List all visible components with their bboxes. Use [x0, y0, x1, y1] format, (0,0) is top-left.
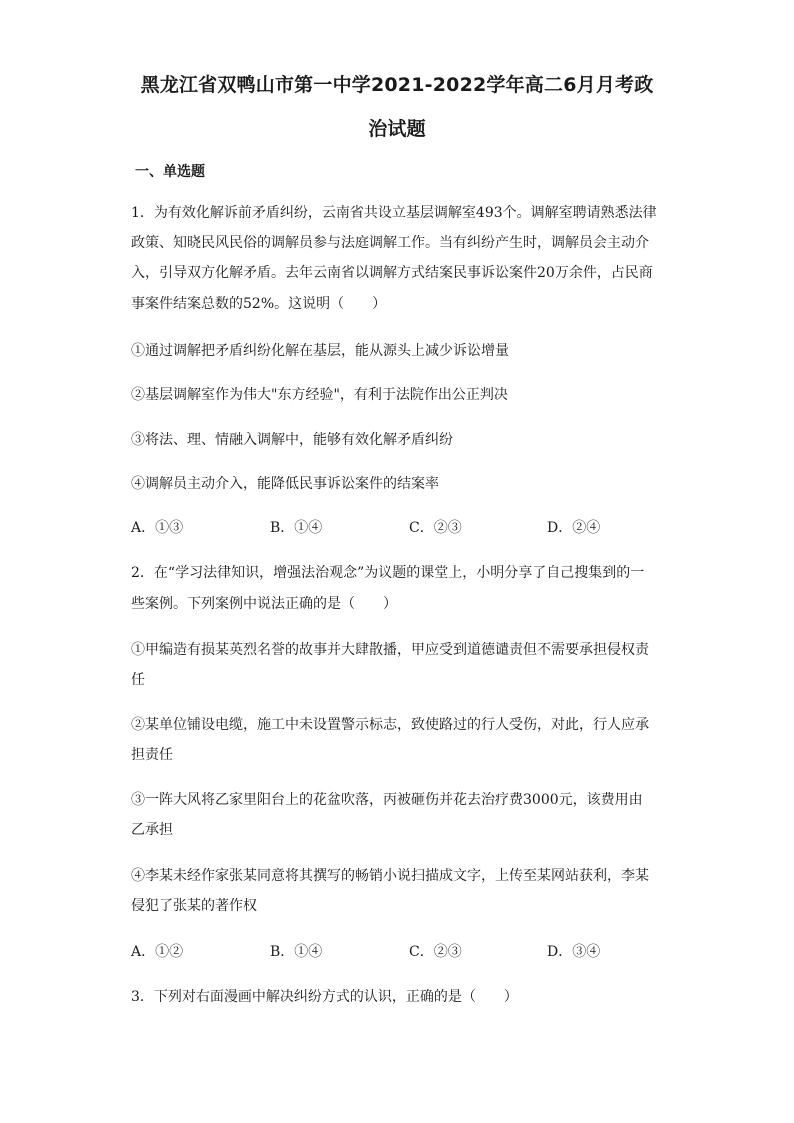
exam-title-line-2: 治试题 [368, 118, 426, 140]
q2-statement: 侵犯了张某的著作权 [131, 898, 257, 914]
q1-option-b[interactable]: B．①④ [270, 520, 323, 536]
q2-option-a[interactable]: A．①② [131, 944, 184, 960]
q1-statement: ③将法、理、情融入调解中，能够有效化解矛盾纠纷 [131, 432, 453, 448]
q2-option-b[interactable]: B．①④ [270, 944, 323, 960]
q2-statement: 担责任 [131, 747, 173, 763]
q2-statement: ②某单位铺设电缆，施工中未设置警示标志，致使路过的行人受伤，对此，行人应承 [131, 717, 649, 733]
section-heading: 一、单选题 [135, 164, 205, 180]
q1-option-a[interactable]: A．①③ [131, 520, 184, 536]
q2-statement: 任 [131, 672, 145, 688]
q1-stem-line: 入，引导双方化解矛盾。去年云南省以调解方式结案民事诉讼案件20万余件，占民商 [131, 265, 653, 281]
q1-statement: ②基层调解室作为伟大"东方经验"，有利于法院作出公正判决 [131, 387, 508, 403]
q2-option-d[interactable]: D．③④ [547, 944, 601, 960]
q1-statement: ①通过调解把矛盾纠纷化解在基层，能从源头上减少诉讼增量 [131, 343, 509, 359]
q1-option-d[interactable]: D．②④ [547, 520, 601, 536]
q1-option-c[interactable]: C．②③ [409, 520, 462, 536]
q2-statement: ④李某未经作家张某同意将其撰写的畅销小说扫描成文字，上传至某网站获利，李某 [131, 868, 649, 884]
q2-stem-line: 些案例。下列案例中说法正确的是（ ） [131, 596, 397, 612]
q1-stem-line: 事案件结案总数的52%。这说明（ ） [131, 296, 387, 312]
q1-stem-line: 政策、知晓民风民俗的调解员参与法庭调解工作。当有纠纷产生时，调解员会主动介 [131, 235, 649, 251]
q1-stem-line: 1．为有效化解诉前矛盾纠纷，云南省共设立基层调解室493个。调解室聘请熟悉法律 [131, 205, 657, 221]
q3-stem-line: 3．下列对右面漫画中解决纠纷方式的认识，正确的是（ ） [131, 989, 518, 1005]
q2-statement: ①甲编造有损某英烈名誉的故事并大肆散播，甲应受到道德谴责但不需要承担侵权责 [131, 642, 649, 658]
q1-statement: ④调解员主动介入，能降低民事诉讼案件的结案率 [131, 476, 439, 492]
q2-option-c[interactable]: C．②③ [409, 944, 462, 960]
q2-statement: ③一阵大风将乙家里阳台上的花盆吹落，丙被砸伤并花去治疗费3000元，该费用由 [131, 792, 643, 808]
q2-statement: 乙承担 [131, 822, 173, 838]
q2-stem-line: 2．在“学习法律知识，增强法治观念”为议题的课堂上，小明分享了自己搜集到的一 [131, 565, 645, 581]
exam-title-line-1: 黑龙江省双鸭山市第一中学2021-2022学年高二6月月考政 [140, 74, 654, 96]
